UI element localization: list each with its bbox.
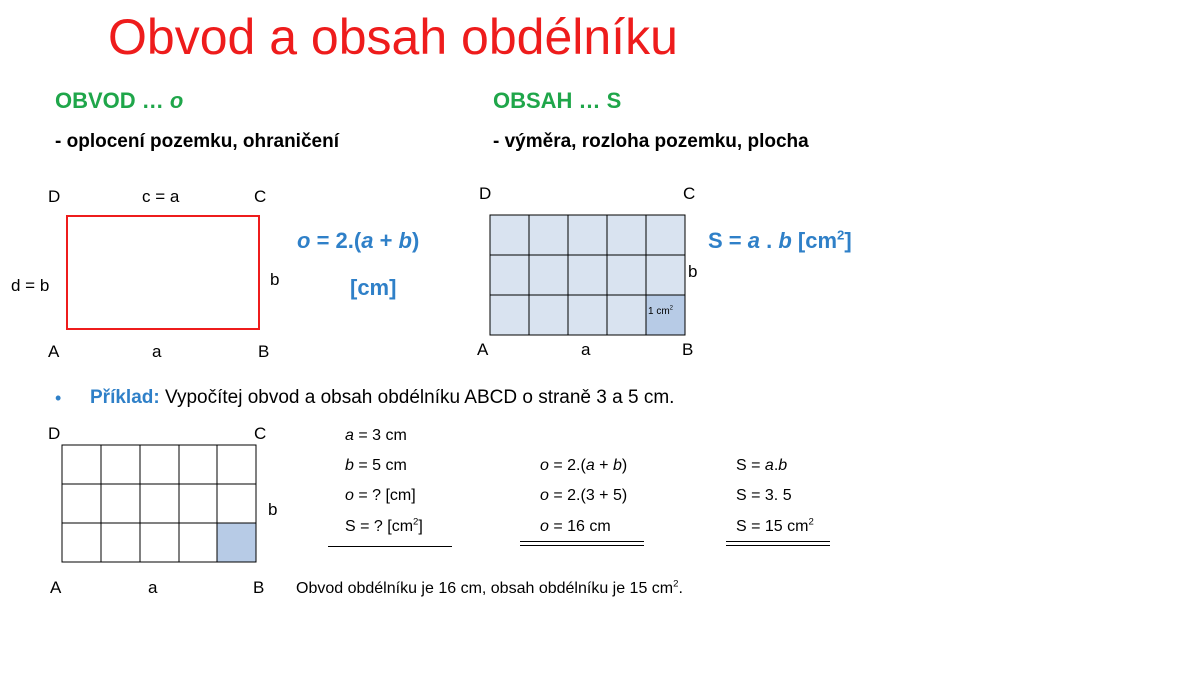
side-b-label: b [270,270,280,289]
area-calc-result [736,518,814,536]
answer-text: Obvod obdélníku je 16 cm, obsah obdélníku je 15 cm [296,580,674,597]
example-task-text: Vypočítej obvod a obsah obdélníku ABCD o straně 3 a 5 cm. [159,387,675,408]
grid-cell [529,215,568,255]
vertex-b-label: B [258,342,270,361]
grid-cell [490,215,529,255]
grid-cell [568,215,607,255]
example-vertex-c-label: C [254,424,267,443]
area-calc-result-sup: 2 [808,516,814,528]
area-calc-substitution: S = 3. 5 [736,487,792,504]
area-formula-b: b [778,228,792,253]
unknown-o-var: o [345,487,354,504]
area-grid [489,214,687,336]
area-formula-a: a [747,228,760,253]
unit-square-cell [217,523,256,562]
formula-part: = 2.( [310,228,362,253]
vertex-c-label: C [254,187,267,206]
given-a-value: = 3 cm [353,427,407,444]
area-formula-dot: . [760,228,779,253]
grid-cell [62,484,101,523]
side-c-label: c = a [142,187,180,206]
calc-o-var: o [540,518,549,535]
formula-b: b [398,228,412,253]
calc-a: a [585,457,595,474]
perimeter-calc-formula [540,457,627,475]
given-a-var: a [345,427,354,444]
grid-cell [179,484,217,523]
side-d-label: d = b [11,276,50,295]
perimeter-formula [297,228,419,254]
page-title: Obvod a obsah obdélníku [108,9,678,65]
grid-cell [101,523,140,562]
grid-cell [529,255,568,295]
area-heading: OBSAH … S [493,88,622,113]
calc-b: b [612,457,622,474]
grid-cell [490,255,529,295]
area-formula-lhs: S = [708,228,748,253]
area-formula-unit: [cm [791,228,838,253]
unknown-s-sup: 2 [413,516,419,528]
calc-plus: + [594,457,613,474]
calc-o-var: o [540,487,549,504]
unknown-s [345,518,423,536]
given-a [345,427,407,445]
perimeter-description: - oplocení pozemku, ohraničení [55,131,339,152]
vertex-d-label: D [48,187,61,206]
perimeter-heading [55,88,183,114]
area-formula-close: ] [844,228,852,253]
example-lead: Příklad: [90,387,160,408]
example-grid [61,444,258,564]
formula-a: a [361,228,374,253]
unit-square-sup: 2 [669,305,674,312]
area-calc-pre: S = [736,457,765,474]
perimeter-calc-result [540,518,611,536]
grid-cell [101,484,140,523]
formula-close: ) [411,228,420,253]
given-b-var: b [345,457,354,474]
area-calc-result-text: S = 15 cm [736,518,809,535]
formula-o: o [297,228,311,253]
vertex-a-label: A [48,342,60,361]
unknown-s-text: S = ? [cm [345,518,414,535]
answer-sup: 2 [673,578,679,590]
formula-plus: + [373,228,399,253]
area-vertex-b-label: B [682,340,694,359]
unknown-o-value: = ? [cm] [353,487,416,504]
area-calc-formula [736,457,787,475]
area-calc-dot: . [773,457,779,474]
example-bullet: • [55,388,62,408]
given-b-value: = 5 cm [353,457,407,474]
grid-cell [179,523,217,562]
calc-part: = 2.( [548,457,586,474]
area-side-b-label: b [688,262,698,281]
unit-square-label [648,306,673,317]
perimeter-rectangle [66,215,260,330]
grid-cell [140,523,179,562]
calc-close: ) [621,457,628,474]
grid-cell [529,295,568,335]
grid-cell [140,445,179,484]
answer-end: . [678,580,683,597]
grid-cell [568,295,607,335]
example-task [90,387,674,409]
grid-cell [607,215,646,255]
example-vertex-b-label: B [253,578,265,597]
perimeter-unit: [cm] [350,275,397,300]
grid-cell [490,295,529,335]
perimeter-heading-var: o [169,88,184,113]
calc-result: = 16 cm [548,518,611,535]
given-underline [328,546,452,547]
area-vertex-a-label: A [477,340,489,359]
example-side-a-label: a [148,578,158,597]
area-description: - výměra, rozloha pozemku, plocha [493,131,809,152]
unit-square-text: 1 cm [648,306,670,317]
side-a-label: a [152,342,162,361]
grid-cell [179,445,217,484]
grid-cell [217,445,256,484]
grid-cell [607,255,646,295]
grid-cell [646,215,685,255]
area-vertex-c-label: C [683,184,696,203]
unknown-o [345,487,416,505]
calc-substitution: = 2.(3 + 5) [548,487,628,504]
example-side-b-label: b [268,500,278,519]
grid-cell [101,445,140,484]
grid-cell [217,484,256,523]
grid-cell [646,255,685,295]
grid-cell [62,445,101,484]
perimeter-calc-substitution [540,487,627,505]
area-formula-sup: 2 [837,227,845,243]
area-side-a-label: a [581,340,591,359]
example-vertex-a-label: A [50,578,62,597]
example-vertex-d-label: D [48,424,61,443]
given-b [345,457,407,475]
calc-o-var: o [540,457,549,474]
perimeter-heading-text: OBVOD … [55,88,170,113]
grid-cell [62,523,101,562]
area-calc-a: a [764,457,774,474]
grid-cell [140,484,179,523]
unknown-s-close: ] [418,518,423,535]
area-vertex-d-label: D [479,184,492,203]
perimeter-result-double-underline [520,541,644,546]
area-formula [708,228,852,254]
grid-cell [568,255,607,295]
area-calc-b: b [778,457,788,474]
answer-sentence [296,580,683,598]
area-result-double-underline [726,541,830,546]
grid-cell [607,295,646,335]
